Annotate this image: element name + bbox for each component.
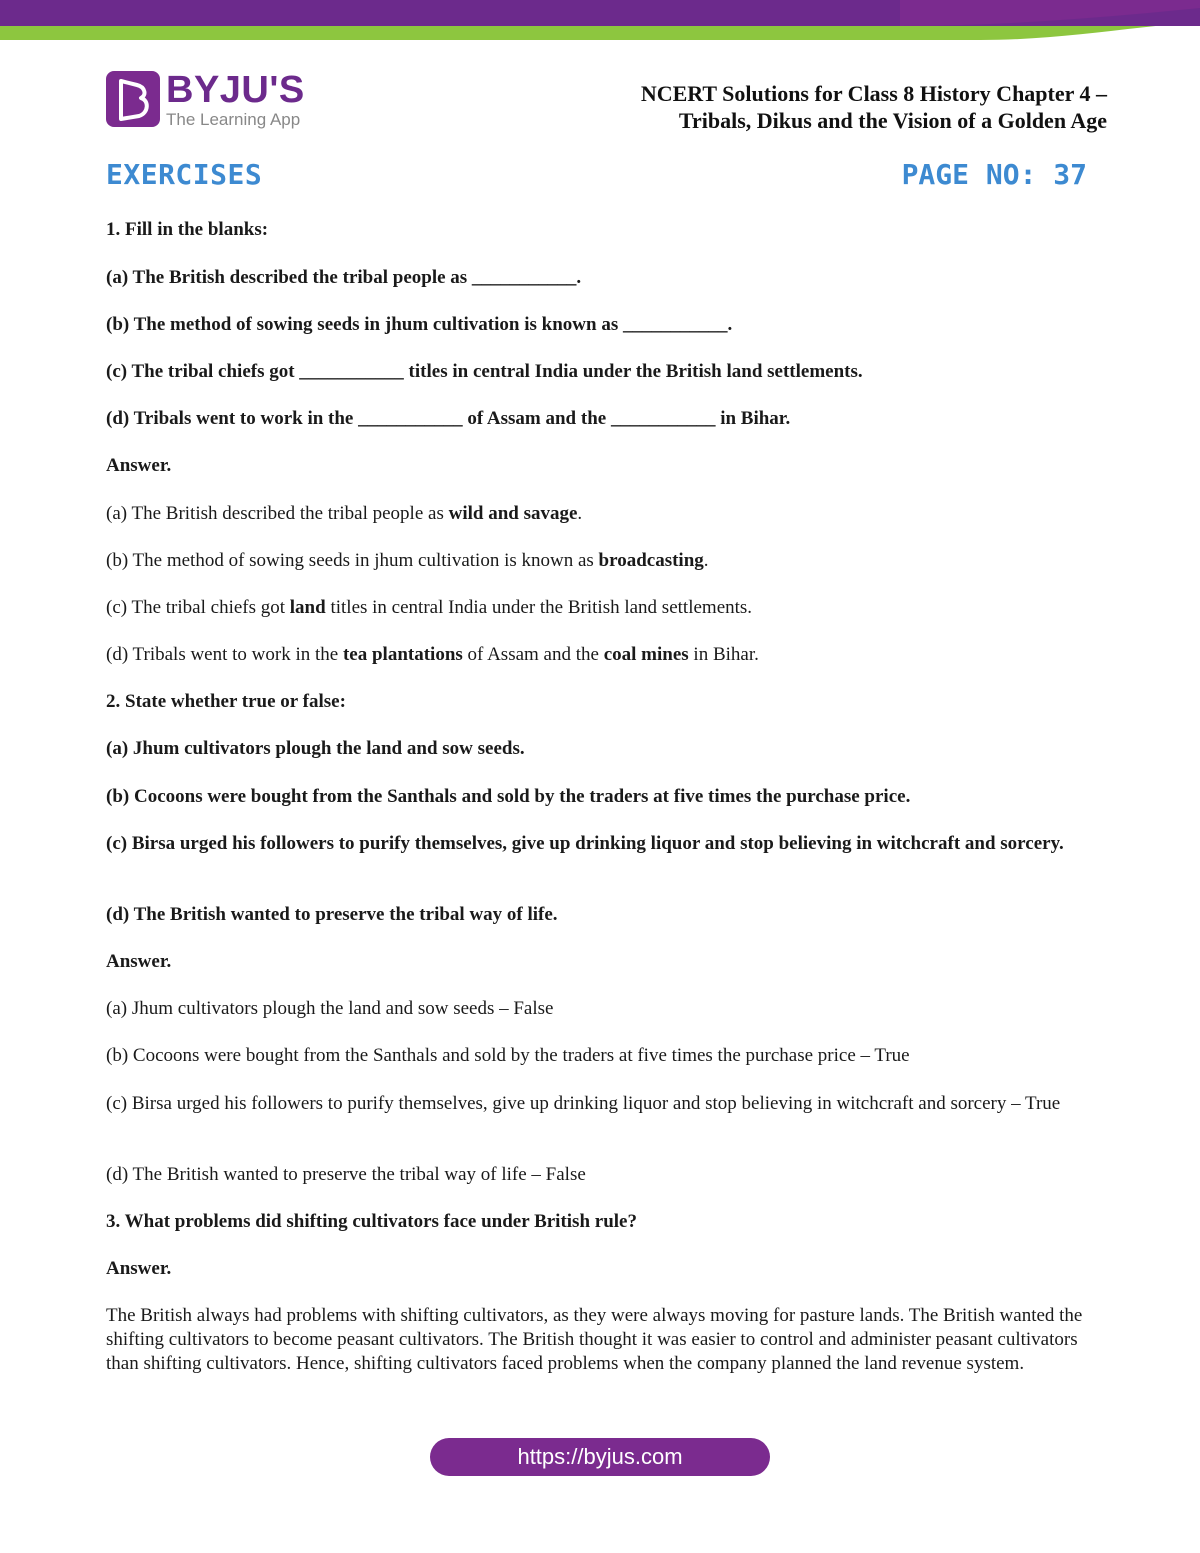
answer-1d-mid: of Assam and the xyxy=(462,644,604,665)
question-1-title: 1. Fill in the blanks: xyxy=(106,219,269,240)
answer-2c: (c) Birsa urged his followers to purify themselves, give up drinking liquor and stop believing in witchcraft and sorcery – True xyxy=(106,1093,1061,1114)
answer-1b-key: broadcasting xyxy=(598,550,704,571)
question-2a: (a) Jhum cultivators plough the land and sow seeds. xyxy=(106,738,525,759)
answer-1c-key: land xyxy=(289,597,326,618)
answer-1d-end: in Bihar. xyxy=(688,644,759,665)
document-title-line2: Tribals, Dikus and the Vision of a Golden Age xyxy=(678,108,1107,133)
page-number: PAGE NO: 37 xyxy=(901,158,1087,191)
answer-1b xyxy=(106,549,1096,573)
answer-1a xyxy=(106,502,1096,526)
answer-1c xyxy=(106,596,1096,620)
byjus-logo-mark-icon xyxy=(106,71,160,127)
question-1c: (c) The tribal chiefs got ___________ titles in central India under the British land settlements. xyxy=(106,361,863,382)
question-2b: (b) Cocoons were bought from the Santhals and sold by the traders at five times the purchase price. xyxy=(106,786,911,807)
answer-1d-text: (d) Tribals went to work in the xyxy=(106,644,343,665)
answer-1d-key1: tea plantations xyxy=(342,644,463,665)
question-2c: (c) Birsa urged his followers to purify themselves, give up drinking liquor and stop believing in witchcraft and sorcery. xyxy=(106,833,1064,854)
question-1a: (a) The British described the tribal people as ___________. xyxy=(106,267,582,288)
question-3-title: 3. What problems did shifting cultivators face under British rule? xyxy=(106,1211,637,1232)
answer-1-label: Answer. xyxy=(106,455,172,476)
answer-1b-text: (b) The method of sowing seeds in jhum cultivation is known as xyxy=(106,550,599,571)
question-1b: (b) The method of sowing seeds in jhum cultivation is known as ___________. xyxy=(106,314,733,335)
answer-2-label: Answer. xyxy=(106,951,172,972)
footer-website-link[interactable] xyxy=(430,1438,770,1476)
answer-1a-end: . xyxy=(577,503,583,524)
answer-1b-end: . xyxy=(703,550,709,571)
answer-1a-text: (a) The British described the tribal people as xyxy=(106,503,449,524)
answer-3-label: Answer. xyxy=(106,1258,172,1279)
answer-1d xyxy=(106,643,1096,667)
brand-tagline: The Learning App xyxy=(166,109,301,129)
answer-2b: (b) Cocoons were bought from the Santhals and sold by the traders at five times the purchase price – True xyxy=(106,1045,910,1066)
brand-name: BYJU'S xyxy=(166,68,305,111)
byjus-logo xyxy=(106,70,305,128)
answer-1c-text: (c) The tribal chiefs got xyxy=(106,597,290,618)
question-1d: (d) Tribals went to work in the ___________ of Assam and the ___________ in Bihar. xyxy=(106,408,791,429)
question-2-title: 2. State whether true or false: xyxy=(106,691,346,712)
question-2d: (d) The British wanted to preserve the tribal way of life. xyxy=(106,904,558,925)
document-title xyxy=(641,80,1107,134)
answer-1d-key2: coal mines xyxy=(603,644,689,665)
section-heading: EXERCISES xyxy=(106,158,263,191)
answer-2d: (d) The British wanted to preserve the tribal way of life – False xyxy=(106,1164,586,1185)
answer-3-text: The British always had problems with shifting cultivators, as they were always moving for pasture lands. The British wanted the shifting cultivators to become peasant cultivators. The British thought it was easier to control and administer peasant cultivators than shifting cultivators. Hence, shifting cultivators faced problems when the company planned the land revenue system. xyxy=(106,1305,1083,1374)
document-title-line1: NCERT Solutions for Class 8 History Chapter 4 – xyxy=(640,81,1107,106)
answer-1a-key: wild and savage xyxy=(448,503,578,524)
header-decoration-band xyxy=(0,0,1200,44)
footer-url[interactable]: https://byjus.com xyxy=(517,1444,683,1469)
answer-1c-end: titles in central India under the British land settlements. xyxy=(325,597,753,618)
answer-2a: (a) Jhum cultivators plough the land and sow seeds – False xyxy=(106,998,554,1019)
